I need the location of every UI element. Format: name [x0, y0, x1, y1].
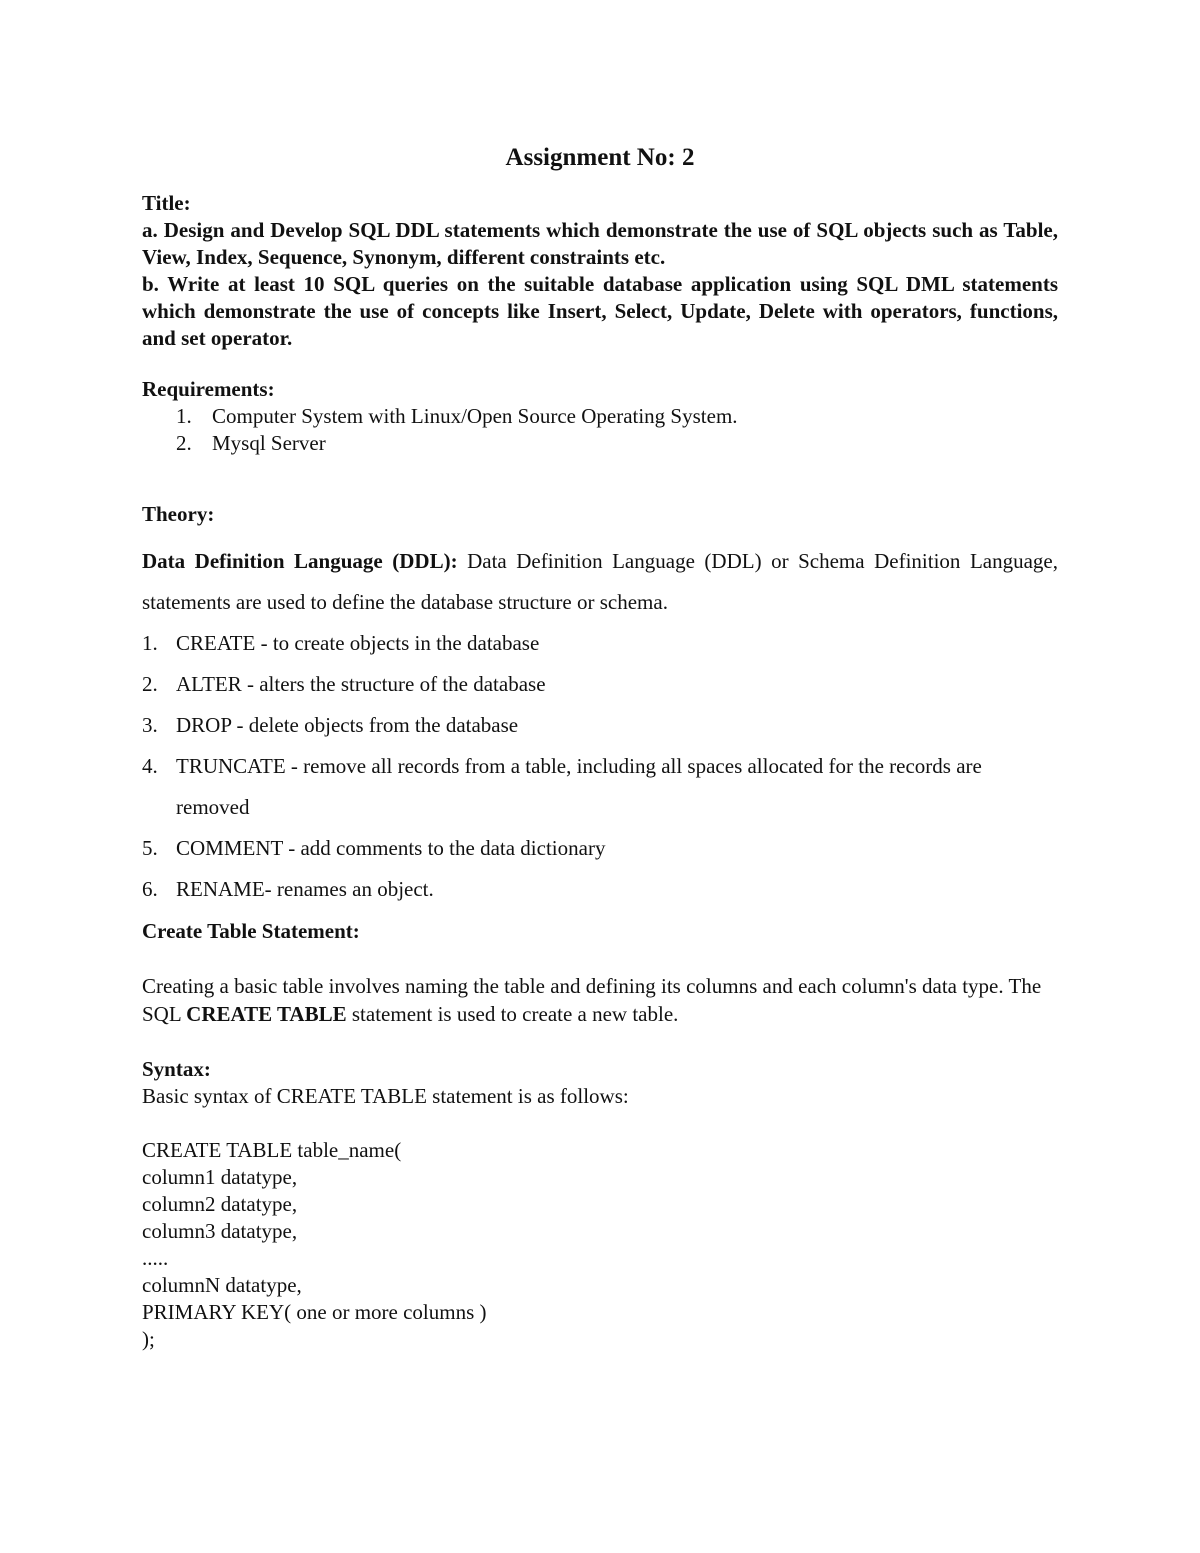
code-line: column3 datatype,	[142, 1219, 298, 1243]
requirements-label: Requirements:	[142, 377, 275, 401]
ddl-term: Data Definition Language (DDL):	[142, 549, 458, 573]
create-table-keyword: CREATE TABLE	[186, 1002, 347, 1026]
list-number: 5.	[142, 836, 158, 860]
list-number: 1.	[176, 404, 192, 428]
list-text: Computer System with Linux/Open Source Operating System.	[212, 404, 738, 428]
list-text: CREATE - to create objects in the database	[176, 631, 540, 655]
list-item	[142, 623, 1058, 664]
ddl-commands-list	[142, 623, 1058, 910]
list-item	[142, 705, 1058, 746]
code-block	[142, 1137, 1058, 1353]
list-number: 2.	[176, 431, 192, 455]
list-number: 2.	[142, 672, 158, 696]
document-content	[142, 140, 1058, 1353]
ddl-paragraph	[142, 541, 1058, 623]
list-item	[142, 430, 1058, 457]
create-text-2: statement is used to create a new table.	[346, 1002, 679, 1026]
list-text: ALTER - alters the structure of the database	[176, 672, 546, 696]
title-part-a: a. Design and Develop SQL DDL statements which demonstrate the use of SQL objects such as Table, View, Index, Sequence, Synonym, different constraints etc.	[142, 218, 1058, 269]
list-number: 1.	[142, 631, 158, 655]
list-text: RENAME- renames an object.	[176, 877, 434, 901]
create-table-paragraph	[142, 972, 1058, 1028]
list-number: 4.	[142, 754, 158, 778]
list-text: Mysql Server	[212, 431, 326, 455]
list-item	[142, 403, 1058, 430]
list-item	[142, 869, 1058, 910]
code-line: columnN datatype,	[142, 1273, 302, 1297]
assignment-heading: Assignment No: 2	[505, 144, 695, 171]
code-line: CREATE TABLE table_name(	[142, 1138, 402, 1162]
list-text: COMMENT - add comments to the data dictionary	[176, 836, 606, 860]
create-text-1: Creating a basic table involves naming the table and defining its columns and each column's data type. The SQL	[142, 974, 1042, 1026]
list-text: DROP - delete objects from the database	[176, 713, 519, 737]
list-item	[142, 746, 1058, 828]
title-part-b: b. Write at least 10 SQL queries on the suitable database application using SQL DML statements which demonstrate the use of concepts like Insert, Select, Update, Delete with operators, functions, and set operator.	[142, 272, 1058, 350]
code-line: PRIMARY KEY( one or more columns )	[142, 1300, 487, 1324]
list-item	[142, 664, 1058, 705]
list-item	[142, 828, 1058, 869]
code-line: column1 datatype,	[142, 1165, 298, 1189]
theory-label: Theory:	[142, 502, 215, 526]
create-table-label: Create Table Statement:	[142, 919, 360, 943]
title-label: Title:	[142, 191, 191, 215]
list-number: 6.	[142, 877, 158, 901]
ddl-definition: Data Definition Language (DDL) or Schema Definition Language, statements are used to define the database structure or schema.	[142, 549, 1058, 614]
requirements-list	[142, 403, 1058, 457]
syntax-intro: Basic syntax of CREATE TABLE statement is as follows:	[142, 1084, 629, 1108]
syntax-label: Syntax:	[142, 1057, 211, 1081]
list-number: 3.	[142, 713, 158, 737]
list-text: TRUNCATE - remove all records from a table, including all spaces allocated for the records are removed	[176, 754, 982, 819]
code-line: );	[142, 1327, 155, 1351]
code-line: column2 datatype,	[142, 1192, 298, 1216]
code-line: .....	[142, 1246, 169, 1270]
